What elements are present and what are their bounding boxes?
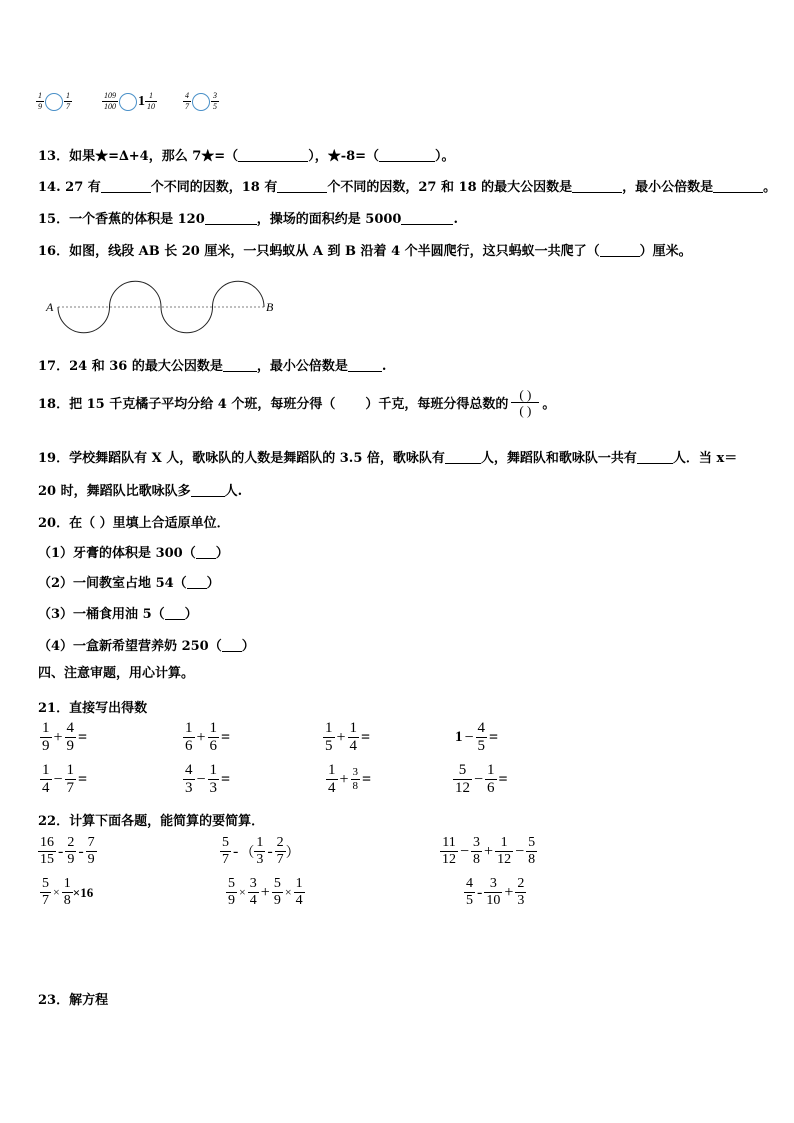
q21-expr-1: $\frac{1}{9}$ + $\frac{4}{9}$ = bbox=[42, 720, 88, 754]
blank-circle[interactable] bbox=[192, 93, 210, 111]
q21-expr-8: $\frac{5}{12}$ − $\frac{1}{6}$ = bbox=[455, 762, 508, 796]
compare-item-3: $\frac{4}{7}$ $\frac{3}{5}$ bbox=[185, 91, 217, 111]
q21-expr-2: $\frac{1}{6}$ + $\frac{1}{6}$ = bbox=[185, 720, 231, 754]
question-20-title: 20．在（ ）里填上合适原单位． bbox=[38, 516, 230, 531]
semicircle-path bbox=[58, 281, 264, 333]
q21-expr-6: $\frac{4}{3}$ − $\frac{1}{3}$ = bbox=[185, 762, 231, 796]
compare-row bbox=[36, 92, 219, 111]
question-15: 15．一个香蕉的体积是 120 ，操场的面积约是 5000 . bbox=[38, 212, 459, 227]
answer-blank[interactable] bbox=[572, 179, 622, 193]
semicircle-figure bbox=[44, 276, 284, 336]
q21-expr-3: $\frac{1}{5}$ + $\frac{1}{4}$ = bbox=[325, 720, 371, 754]
question-16: 16．如图，线段 AB 长 20 厘米，一只蚂蚁从 A 到 B 沿着 4 个半圆爬行，这只蚂蚁一共爬了（ ）厘米。 bbox=[38, 244, 692, 259]
q21-expr-7: $\frac{1}{4}$ + $\frac{3}{8}$ = bbox=[328, 762, 372, 796]
question-19-cont: 20 时，舞蹈队比歌咏队多 人. bbox=[38, 484, 243, 499]
question-13: 13．如果★=∆+4，那么 7★=（ ），★-8=（ ）。 bbox=[38, 149, 455, 164]
compare-item-2: $\frac{109}{100}$ 1 $\frac{1}{10}$ bbox=[104, 91, 155, 111]
q22-expr-4: $\frac{5}{7}$ × $\frac{1}{8}$ ×16 bbox=[42, 876, 94, 908]
q22-expr-5: $\frac{5}{9}$ × $\frac{3}{4}$ + $\frac{5}{9}$ × $\frac{1}{4}$ bbox=[228, 876, 303, 908]
answer-blank[interactable] bbox=[165, 606, 185, 620]
question-19: 19．学校舞蹈队有 X 人，歌咏队的人数是舞蹈队的 3.5 倍，歌咏队有 人，舞蹈队和歌咏队一共有 人．当 x＝ bbox=[38, 451, 738, 466]
q22-expr-6: $\frac{4}{5}$ - $\frac{3}{10}$ + $\frac{2}{3}$ bbox=[466, 876, 525, 908]
blank-circle[interactable] bbox=[119, 93, 137, 111]
compare-item-1: $\frac{1}{9}$ $\frac{1}{7}$ bbox=[38, 91, 70, 111]
fraction-blank[interactable]: $\frac{( )}{( )}$ bbox=[511, 388, 539, 417]
answer-blank[interactable] bbox=[277, 179, 327, 193]
question-23-title: 23．解方程 bbox=[38, 993, 109, 1008]
answer-blank[interactable] bbox=[713, 179, 763, 193]
point-b-label: B bbox=[266, 300, 274, 314]
question-20-item-4: （4）一盒新希望营养奶 250（ ） bbox=[38, 639, 255, 654]
answer-blank[interactable] bbox=[445, 450, 481, 464]
question-17: 17．24 和 36 的最大公因数是 ，最小公倍数是 . bbox=[38, 359, 387, 374]
q22-expr-3: $\frac{11}{12}$ − $\frac{3}{8}$ + $\frac{1}{12}$ − $\frac{5}{8}$ bbox=[442, 835, 536, 867]
q22-expr-2: $\frac{5}{7}$ - （ $\frac{1}{3}$ - $\frac{2}{7}$ ） bbox=[222, 835, 300, 867]
question-20-item-1: （1）牙膏的体积是 300（ ） bbox=[38, 546, 229, 561]
answer-blank[interactable] bbox=[348, 358, 382, 372]
answer-blank[interactable] bbox=[187, 575, 207, 589]
question-20-item-3: （3）一桶食用油 5（ ） bbox=[38, 607, 198, 622]
answer-blank[interactable] bbox=[238, 148, 308, 162]
answer-blank[interactable] bbox=[379, 148, 435, 162]
answer-blank[interactable] bbox=[101, 179, 151, 193]
answer-blank[interactable] bbox=[401, 211, 453, 225]
answer-blank[interactable] bbox=[205, 211, 257, 225]
blank-circle[interactable] bbox=[45, 93, 63, 111]
question-22-title: 22．计算下面各题，能简算的要简算． bbox=[38, 814, 265, 829]
question-20-item-2: （2）一间教室占地 54（ ） bbox=[38, 576, 220, 591]
point-a-label: A bbox=[46, 300, 54, 314]
q21-expr-5: $\frac{1}{4}$ − $\frac{1}{7}$ = bbox=[42, 762, 88, 796]
answer-blank[interactable] bbox=[600, 243, 640, 257]
question-18: 18．把 15 千克橘子平均分给 4 个班，每班分得（ ）千克，每班分得总数的 $\frac{( )}{( )}$ 。 bbox=[38, 387, 556, 418]
section-4-heading: 四、注意审题，用心计算。 bbox=[38, 666, 195, 681]
answer-blank[interactable] bbox=[223, 358, 257, 372]
question-14: 14. 27 有 个不同的因数，18 有 个不同的因数，27 和 18 的最大公因数是 ，最小公倍数是 。 bbox=[38, 180, 777, 195]
question-21-title: 21．直接写出得数 bbox=[38, 701, 148, 716]
q22-expr-1: $\frac{16}{15}$ - $\frac{2}{9}$ - $\frac{7}{9}$ bbox=[40, 835, 95, 867]
answer-blank[interactable] bbox=[196, 545, 216, 559]
answer-blank[interactable] bbox=[191, 483, 225, 497]
answer-blank[interactable] bbox=[222, 638, 242, 652]
answer-blank[interactable] bbox=[637, 450, 673, 464]
q21-expr-4: 1 − $\frac{4}{5}$ = bbox=[455, 720, 499, 754]
